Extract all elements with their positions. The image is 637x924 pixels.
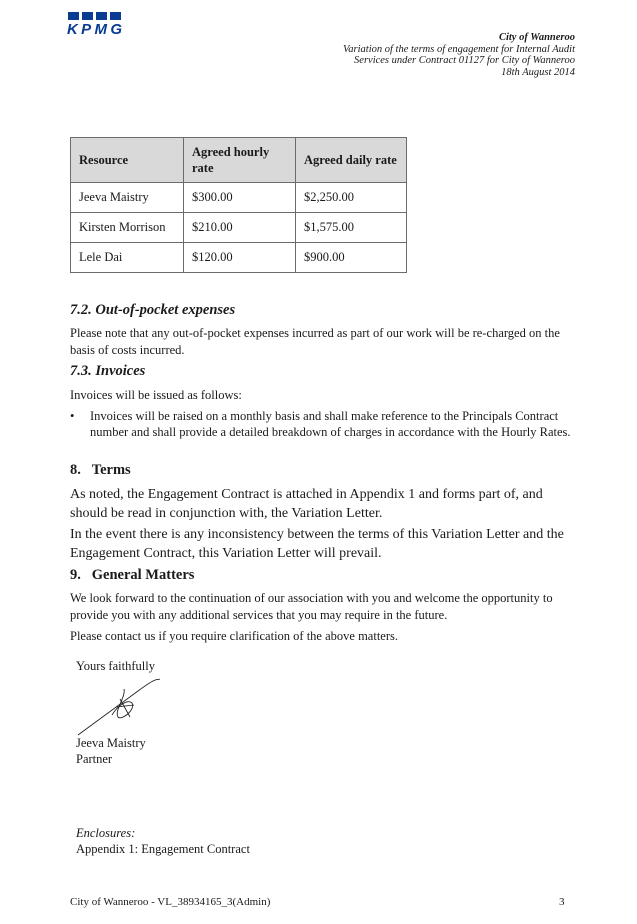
page-number: 3: [559, 896, 565, 908]
heading-terms: 8. Terms: [70, 462, 131, 478]
heading-general-matters: 9. General Matters: [70, 567, 195, 583]
cell-daily-rate: $2,250.00: [296, 183, 407, 213]
general-matters-paragraph-2: Please contact us if you require clarification of the above matters.: [70, 629, 398, 643]
cell-hourly-rate: $210.00: [184, 213, 296, 243]
signatory-title: Partner: [76, 752, 113, 766]
invoices-intro: Invoices will be issued as follows:: [70, 388, 242, 402]
cell-resource: Jeeva Maistry: [71, 183, 184, 213]
signature: [76, 677, 162, 737]
header-title: City of Wanneroo: [498, 32, 575, 43]
logo-text: KPMG: [67, 21, 122, 36]
heading-invoices: 7.3. Invoices: [70, 363, 146, 379]
table-row: [71, 183, 407, 213]
cell-daily-rate: $900.00: [296, 243, 407, 273]
enclosure-item: Appendix 1: Engagement Contract: [76, 842, 250, 856]
header-line2: Services under Contract 01127 for City of Wanneroo: [354, 55, 575, 66]
header-line1: Variation of the terms of engagement for Internal Audit: [343, 43, 575, 55]
table-row: [71, 243, 407, 273]
page-header: [343, 32, 575, 78]
cell-hourly-rate: $300.00: [184, 183, 296, 213]
rates-table: [70, 137, 407, 273]
table-header-row: [71, 138, 407, 183]
heading-out-of-pocket-expenses: 7.2. Out-of-pocket expenses: [70, 302, 236, 318]
signatory-name: Jeeva Maistry: [76, 736, 146, 750]
bullet-icon: •: [70, 409, 75, 423]
general-matters-paragraph-1: We look forward to the continuation of our association with you and welcome the opportunity to provide you with any additional services that you may require in the future.: [70, 591, 553, 622]
out-of-pocket-paragraph: Please note that any out-of-pocket expenses incurred as part of our work will be re-charged on the basis of costs incurred.: [70, 326, 560, 357]
invoice-bullet-text: Invoices will be raised on a monthly basis and shall make reference to the Principals Contract number and shall provide a detailed breakdown of charges in accordance with the Hourly Rates.: [90, 409, 571, 439]
column-header-resource: Resource: [71, 138, 184, 183]
terms-paragraph-1: As noted, the Engagement Contract is attached in Appendix 1 and forms part of, and should be read in conjunction with, the Variation Letter.: [70, 487, 543, 521]
column-header-hourly-rate: Agreed hourly rate: [184, 138, 296, 183]
footer-doc-ref: City of Wanneroo - VL_38934165_3(Admin): [70, 896, 271, 908]
cell-hourly-rate: $120.00: [184, 243, 296, 273]
cell-resource: Lele Dai: [71, 243, 184, 273]
table-row: [71, 213, 407, 243]
enclosures-label: Enclosures:: [76, 826, 136, 840]
terms-paragraph-2: In the event there is any inconsistency between the terms of this Variation Letter and the Engagement Contract, this Variation Letter will prevail.: [70, 527, 564, 561]
closing-salutation: Yours faithfully: [76, 659, 155, 673]
kpmg-logo: [66, 10, 124, 36]
cell-daily-rate: $1,575.00: [296, 213, 407, 243]
column-header-daily-rate: Agreed daily rate: [296, 138, 407, 183]
cell-resource: Kirsten Morrison: [71, 213, 184, 243]
header-date: 18th August 2014: [501, 66, 575, 78]
